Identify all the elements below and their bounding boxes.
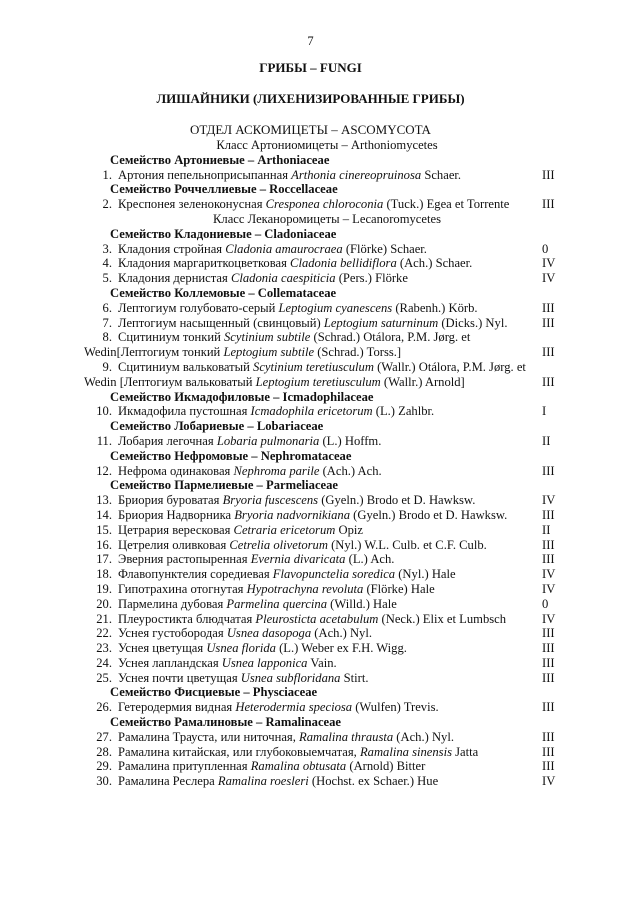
author: (Rabenh.) Körb. — [392, 300, 478, 315]
species-entry — [84, 330, 570, 360]
species-entry — [84, 508, 570, 523]
entry-number: 6. — [102, 300, 112, 315]
status-category: IV — [542, 493, 556, 508]
status-category: III — [542, 670, 555, 685]
author: (Dicks.) Nyl. — [438, 315, 508, 330]
author: (L.) Zahlbr. — [372, 404, 435, 419]
status-category: III — [542, 759, 555, 774]
author: Stirt. — [340, 670, 369, 685]
synonym-russian: [Лептогиум вальковатый — [116, 374, 256, 389]
status-category: III — [542, 463, 555, 478]
russian-name: Уснея почти цветущая — [118, 670, 241, 685]
russian-name: Кладония маргариткоцветковая — [118, 256, 291, 271]
species-name — [118, 552, 530, 567]
species-entry — [84, 168, 570, 183]
russian-name: Цетрелия оливковая — [118, 537, 230, 552]
author: (Gyeln.) Brodo et D. Hawksw. — [350, 507, 508, 522]
status-category: IV — [542, 611, 556, 626]
latin-name: Usnea florida — [206, 641, 276, 656]
species-name — [118, 271, 530, 286]
entry-number: 16. — [96, 537, 112, 552]
species-name — [118, 745, 530, 760]
species-entry — [84, 256, 570, 271]
species-entry — [84, 552, 570, 567]
latin-name: Usnea subfloridana — [240, 670, 341, 685]
status-category: III — [542, 507, 555, 522]
family-heading: Семейство Роччеллиевые – Roccellaceae — [110, 182, 338, 197]
entry-number: 18. — [96, 567, 112, 582]
status-category: III — [542, 729, 555, 744]
author: Schaer. — [421, 167, 462, 182]
species-entry — [84, 523, 570, 538]
author: (Nyl.) W.L. Culb. et C.F. Culb. — [327, 537, 487, 552]
russian-name: Гетеродермия видная — [118, 700, 236, 715]
russian-name: Креспонея зеленоконусная — [118, 197, 266, 212]
author: (Arnold) Bitter — [346, 759, 426, 774]
entry-number: 17. — [96, 552, 112, 567]
species-name — [84, 360, 530, 390]
russian-name: Сцитиниум вальковатый — [118, 359, 254, 374]
author: (Hochst. ex Schaer.) Hue — [308, 774, 439, 789]
entry-number: 10. — [96, 404, 112, 419]
author: (Tuck.) Egea et Torrente — [383, 197, 510, 212]
status-category: III — [542, 700, 555, 715]
entry-number: 2. — [102, 197, 112, 212]
species-entry — [84, 774, 570, 789]
species-entry — [84, 582, 570, 597]
entry-number: 26. — [96, 700, 112, 715]
species-name — [118, 626, 530, 641]
status-category: IV — [542, 581, 556, 596]
author: (Willd.) Hale — [327, 596, 397, 611]
entry-number: 14. — [96, 507, 112, 522]
russian-name: Уснея густобородая — [118, 626, 227, 641]
russian-name: Рамалина китайская, или глубоковыемчатая, — [118, 744, 360, 759]
status-category: III — [542, 374, 555, 389]
entry-number: 3. — [102, 241, 112, 256]
latin-name: Usnea lapponica — [221, 655, 308, 670]
latin-name: Heterodermia speciosa — [235, 700, 353, 715]
species-name — [118, 641, 530, 656]
latin-name: Bryoria fuscescens — [222, 493, 319, 508]
russian-name: Икмадофила пустошная — [118, 404, 251, 419]
entry-number: 25. — [96, 670, 112, 685]
entry-number: 22. — [96, 626, 112, 641]
family-heading: Семейство Кладониевые – Cladoniaceae — [110, 226, 337, 241]
entry-number: 21. — [96, 611, 112, 626]
family-heading: Семейство Фисциевые – Physciaceae — [110, 685, 318, 700]
status-category: III — [542, 744, 555, 759]
author: Jatta — [451, 744, 479, 759]
species-entry — [84, 597, 570, 612]
species-name — [118, 567, 530, 582]
species-entry — [84, 464, 570, 479]
status-category: III — [542, 300, 555, 315]
page-number: 7 — [307, 34, 314, 48]
status-category: III — [542, 552, 555, 567]
family-heading: Семейство Артониевые – Arthoniaceae — [110, 152, 330, 167]
status-category: 0 — [542, 596, 549, 611]
russian-name: Цетрария вересковая — [118, 522, 234, 537]
author: (Ach.) Nyl. — [393, 729, 454, 744]
entry-number: 1. — [102, 167, 112, 182]
synonym-russian: [Лептогиум тонкий — [116, 345, 224, 360]
species-name — [118, 612, 530, 627]
class-heading: Класс Артониомицеты – Arthoniomycetes — [216, 138, 438, 152]
synonym-author: (Schrad.) Torss.] — [314, 345, 402, 360]
species-name — [118, 538, 530, 553]
status-category: III — [542, 197, 555, 212]
russian-name: Флавопунктелия соредиевая — [118, 567, 273, 582]
species-entry — [84, 671, 570, 686]
species-entry — [84, 641, 570, 656]
species-name — [118, 464, 530, 479]
species-name — [118, 730, 530, 745]
status-category: IV — [542, 256, 556, 271]
species-name — [118, 671, 530, 686]
russian-name: Рамалина притупленная — [118, 759, 251, 774]
species-entry — [84, 730, 570, 745]
russian-name: Рамалина Реслера — [118, 774, 218, 789]
latin-name: Nephroma parile — [233, 463, 320, 478]
entry-number: 7. — [102, 315, 112, 330]
status-category: I — [542, 404, 547, 419]
species-name — [118, 493, 530, 508]
russian-name: Эверния растопыренная — [118, 552, 251, 567]
entry-number: 5. — [102, 271, 112, 286]
russian-name: Лептогиум голубовато-серый — [118, 300, 279, 315]
section-title-fungi: ГРИБЫ – FUNGI — [259, 60, 362, 75]
latin-name: Cladonia caespiticia — [230, 271, 336, 286]
author: (Wulfen) Trevis. — [352, 700, 439, 715]
russian-name: Уснея лапландская — [118, 655, 222, 670]
latin-name: Cetraria ericetorum — [233, 522, 336, 537]
entry-number: 23. — [96, 641, 112, 656]
latin-name: Ramalina obtusata — [250, 759, 347, 774]
latin-name: Usnea dasopoga — [226, 626, 312, 641]
latin-name: Cetrelia olivetorum — [229, 537, 328, 552]
latin-name: Cladonia amaurocraea — [225, 241, 343, 256]
status-category: IV — [542, 774, 556, 789]
russian-name: Нефрома одинаковая — [118, 463, 234, 478]
author: (L.) Weber ex F.H. Wigg. — [275, 641, 407, 656]
species-name — [118, 316, 530, 331]
entry-number: 11. — [96, 433, 112, 448]
author: (Wallr.) Otálora, P.M. Jørg. et Wedin — [84, 359, 526, 389]
latin-name: Icmadophila ericetorum — [250, 404, 373, 419]
author: (Flörke) Schaer. — [342, 241, 427, 256]
species-entry — [84, 612, 570, 627]
species-list — [84, 138, 570, 789]
russian-name: Гипотрахина отогнутая — [118, 581, 247, 596]
author: (Ach.) Ach. — [319, 463, 382, 478]
status-category: III — [542, 626, 555, 641]
species-entry — [84, 404, 570, 419]
species-entry — [84, 242, 570, 257]
status-category: III — [542, 167, 555, 182]
latin-name: Ramalina roesleri — [217, 774, 309, 789]
synonym-latin: Leptogium subtile — [223, 345, 315, 360]
latin-name: Scytinium teretiusculum — [253, 359, 374, 374]
author: (Ach.) Schaer. — [396, 256, 473, 271]
family-heading: Семейство Икмадофиловые – Icmadophilaceae — [110, 389, 374, 404]
russian-name: Бриория Надворника — [118, 507, 235, 522]
status-category: III — [542, 345, 555, 360]
latin-name: Ramalina thrausta — [299, 729, 394, 744]
family-heading: Семейство Рамалиновые – Ramalinaceae — [110, 715, 342, 730]
russian-name: Лобария легочная — [118, 433, 217, 448]
species-entry — [84, 197, 570, 212]
species-name — [118, 700, 530, 715]
species-entry — [84, 567, 570, 582]
author: Opiz — [335, 522, 363, 537]
russian-name: Плеуростикта блюдчатая — [118, 611, 256, 626]
russian-name: Уснея цветущая — [118, 641, 207, 656]
latin-name: Hypotrachyna revoluta — [246, 581, 364, 596]
latin-name: Lobaria pulmonaria — [216, 433, 320, 448]
status-category: IV — [542, 271, 556, 286]
species-entry — [84, 316, 570, 331]
section-title-lichens: ЛИШАЙНИКИ (ЛИХЕНИЗИРОВАННЫЕ ГРИБЫ) — [156, 91, 465, 106]
species-name — [118, 759, 530, 774]
author: (L.) Ach. — [345, 552, 395, 567]
author: (Neck.) Elix et Lumbsch — [378, 611, 507, 626]
status-category: 0 — [542, 241, 549, 256]
latin-name: Parmelina quercina — [226, 596, 328, 611]
species-name — [118, 523, 530, 538]
latin-name: Flavopunctelia soredica — [272, 567, 396, 582]
latin-name: Bryoria nadvornikiana — [234, 507, 351, 522]
species-name — [118, 508, 530, 523]
species-entry — [84, 271, 570, 286]
species-entry — [84, 656, 570, 671]
author: (Nyl.) Hale — [395, 567, 456, 582]
entry-number: 28. — [96, 744, 112, 759]
status-category: II — [542, 433, 551, 448]
family-heading: Семейство Коллемовые – Collemataceae — [110, 285, 337, 300]
family-heading: Семейство Пармелиевые – Parmeliaceae — [110, 478, 339, 493]
author: (Flörke) Hale — [363, 581, 435, 596]
status-category: III — [542, 641, 555, 656]
author: Vain. — [307, 655, 337, 670]
russian-name: Рамалина Трауста, или ниточная, — [118, 729, 300, 744]
species-name — [118, 582, 530, 597]
latin-name: Scytinium subtile — [223, 330, 311, 345]
family-heading: Семейство Лобариевые – Lobariaceae — [110, 419, 324, 434]
status-category: III — [542, 315, 555, 330]
species-name — [118, 301, 530, 316]
species-name — [118, 656, 530, 671]
species-entry — [84, 360, 570, 390]
author: (Gyeln.) Brodo et D. Hawksw. — [318, 493, 476, 508]
russian-name: Кладония дернистая — [118, 271, 231, 286]
entry-number: 8. — [102, 330, 112, 345]
entry-number: 4. — [102, 256, 112, 271]
russian-name: Лептогиум насыщенный (свинцовый) — [118, 315, 324, 330]
latin-name: Cresponea chloroconia — [265, 197, 384, 212]
latin-name: Cladonia bellidiflora — [290, 256, 397, 271]
latin-name: Leptogium saturninum — [323, 315, 439, 330]
entry-number: 20. — [96, 596, 112, 611]
species-name — [118, 774, 530, 789]
status-category: III — [542, 537, 555, 552]
status-category: IV — [542, 567, 556, 582]
species-name — [118, 256, 530, 271]
latin-name: Arthonia cinereopruinosa — [291, 167, 422, 182]
entry-number: 24. — [96, 655, 112, 670]
russian-name: Пармелина дубовая — [118, 596, 227, 611]
species-name — [118, 168, 530, 183]
russian-name: Бриория буроватая — [118, 493, 223, 508]
species-name — [118, 404, 530, 419]
latin-name: Pleurosticta acetabulum — [255, 611, 379, 626]
status-category: III — [542, 655, 555, 670]
russian-name: Артония пепельноприсыпанная — [118, 167, 292, 182]
species-name — [84, 330, 530, 360]
species-name — [118, 197, 530, 212]
class-heading: Класс Леканоромицеты – Lecanoromycetes — [213, 211, 441, 226]
author: (Pers.) Flörke — [335, 271, 408, 286]
species-entry — [84, 745, 570, 760]
author: (L.) Hoffm. — [319, 433, 382, 448]
author: (Ach.) Nyl. — [311, 626, 372, 641]
species-name — [118, 242, 530, 257]
russian-name: Сцитиниум тонкий — [118, 330, 224, 345]
species-name — [118, 597, 530, 612]
species-entry — [84, 301, 570, 316]
status-category: II — [542, 522, 551, 537]
species-entry — [84, 626, 570, 641]
entry-number: 13. — [96, 493, 112, 508]
entry-number: 27. — [96, 729, 112, 744]
species-entry — [84, 493, 570, 508]
species-entry — [84, 538, 570, 553]
species-entry — [84, 434, 570, 449]
entry-number: 30. — [96, 774, 112, 789]
entry-number: 9. — [102, 359, 112, 374]
latin-name: Leptogium cyanescens — [278, 300, 393, 315]
species-name — [118, 434, 530, 449]
entry-number: 19. — [96, 581, 112, 596]
division-heading: ОТДЕЛ АСКОМИЦЕТЫ – ASCOMYCOTA — [190, 122, 431, 137]
author: (Schrad.) Otálora, P.M. Jørg. et Wedin — [84, 330, 471, 360]
family-heading: Семейство Нефромовые – Nephromataceae — [110, 448, 352, 463]
entry-number: 15. — [96, 522, 112, 537]
latin-name: Evernia divaricata — [250, 552, 346, 567]
latin-name: Ramalina sinensis — [359, 744, 452, 759]
russian-name: Кладония стройная — [118, 241, 226, 256]
species-entry — [84, 700, 570, 715]
entry-number: 12. — [96, 463, 112, 478]
entry-number: 29. — [96, 759, 112, 774]
synonym-author: (Wallr.) Arnold] — [380, 374, 465, 389]
species-entry — [84, 759, 570, 774]
synonym-latin: Leptogium teretiusculum — [255, 374, 381, 389]
